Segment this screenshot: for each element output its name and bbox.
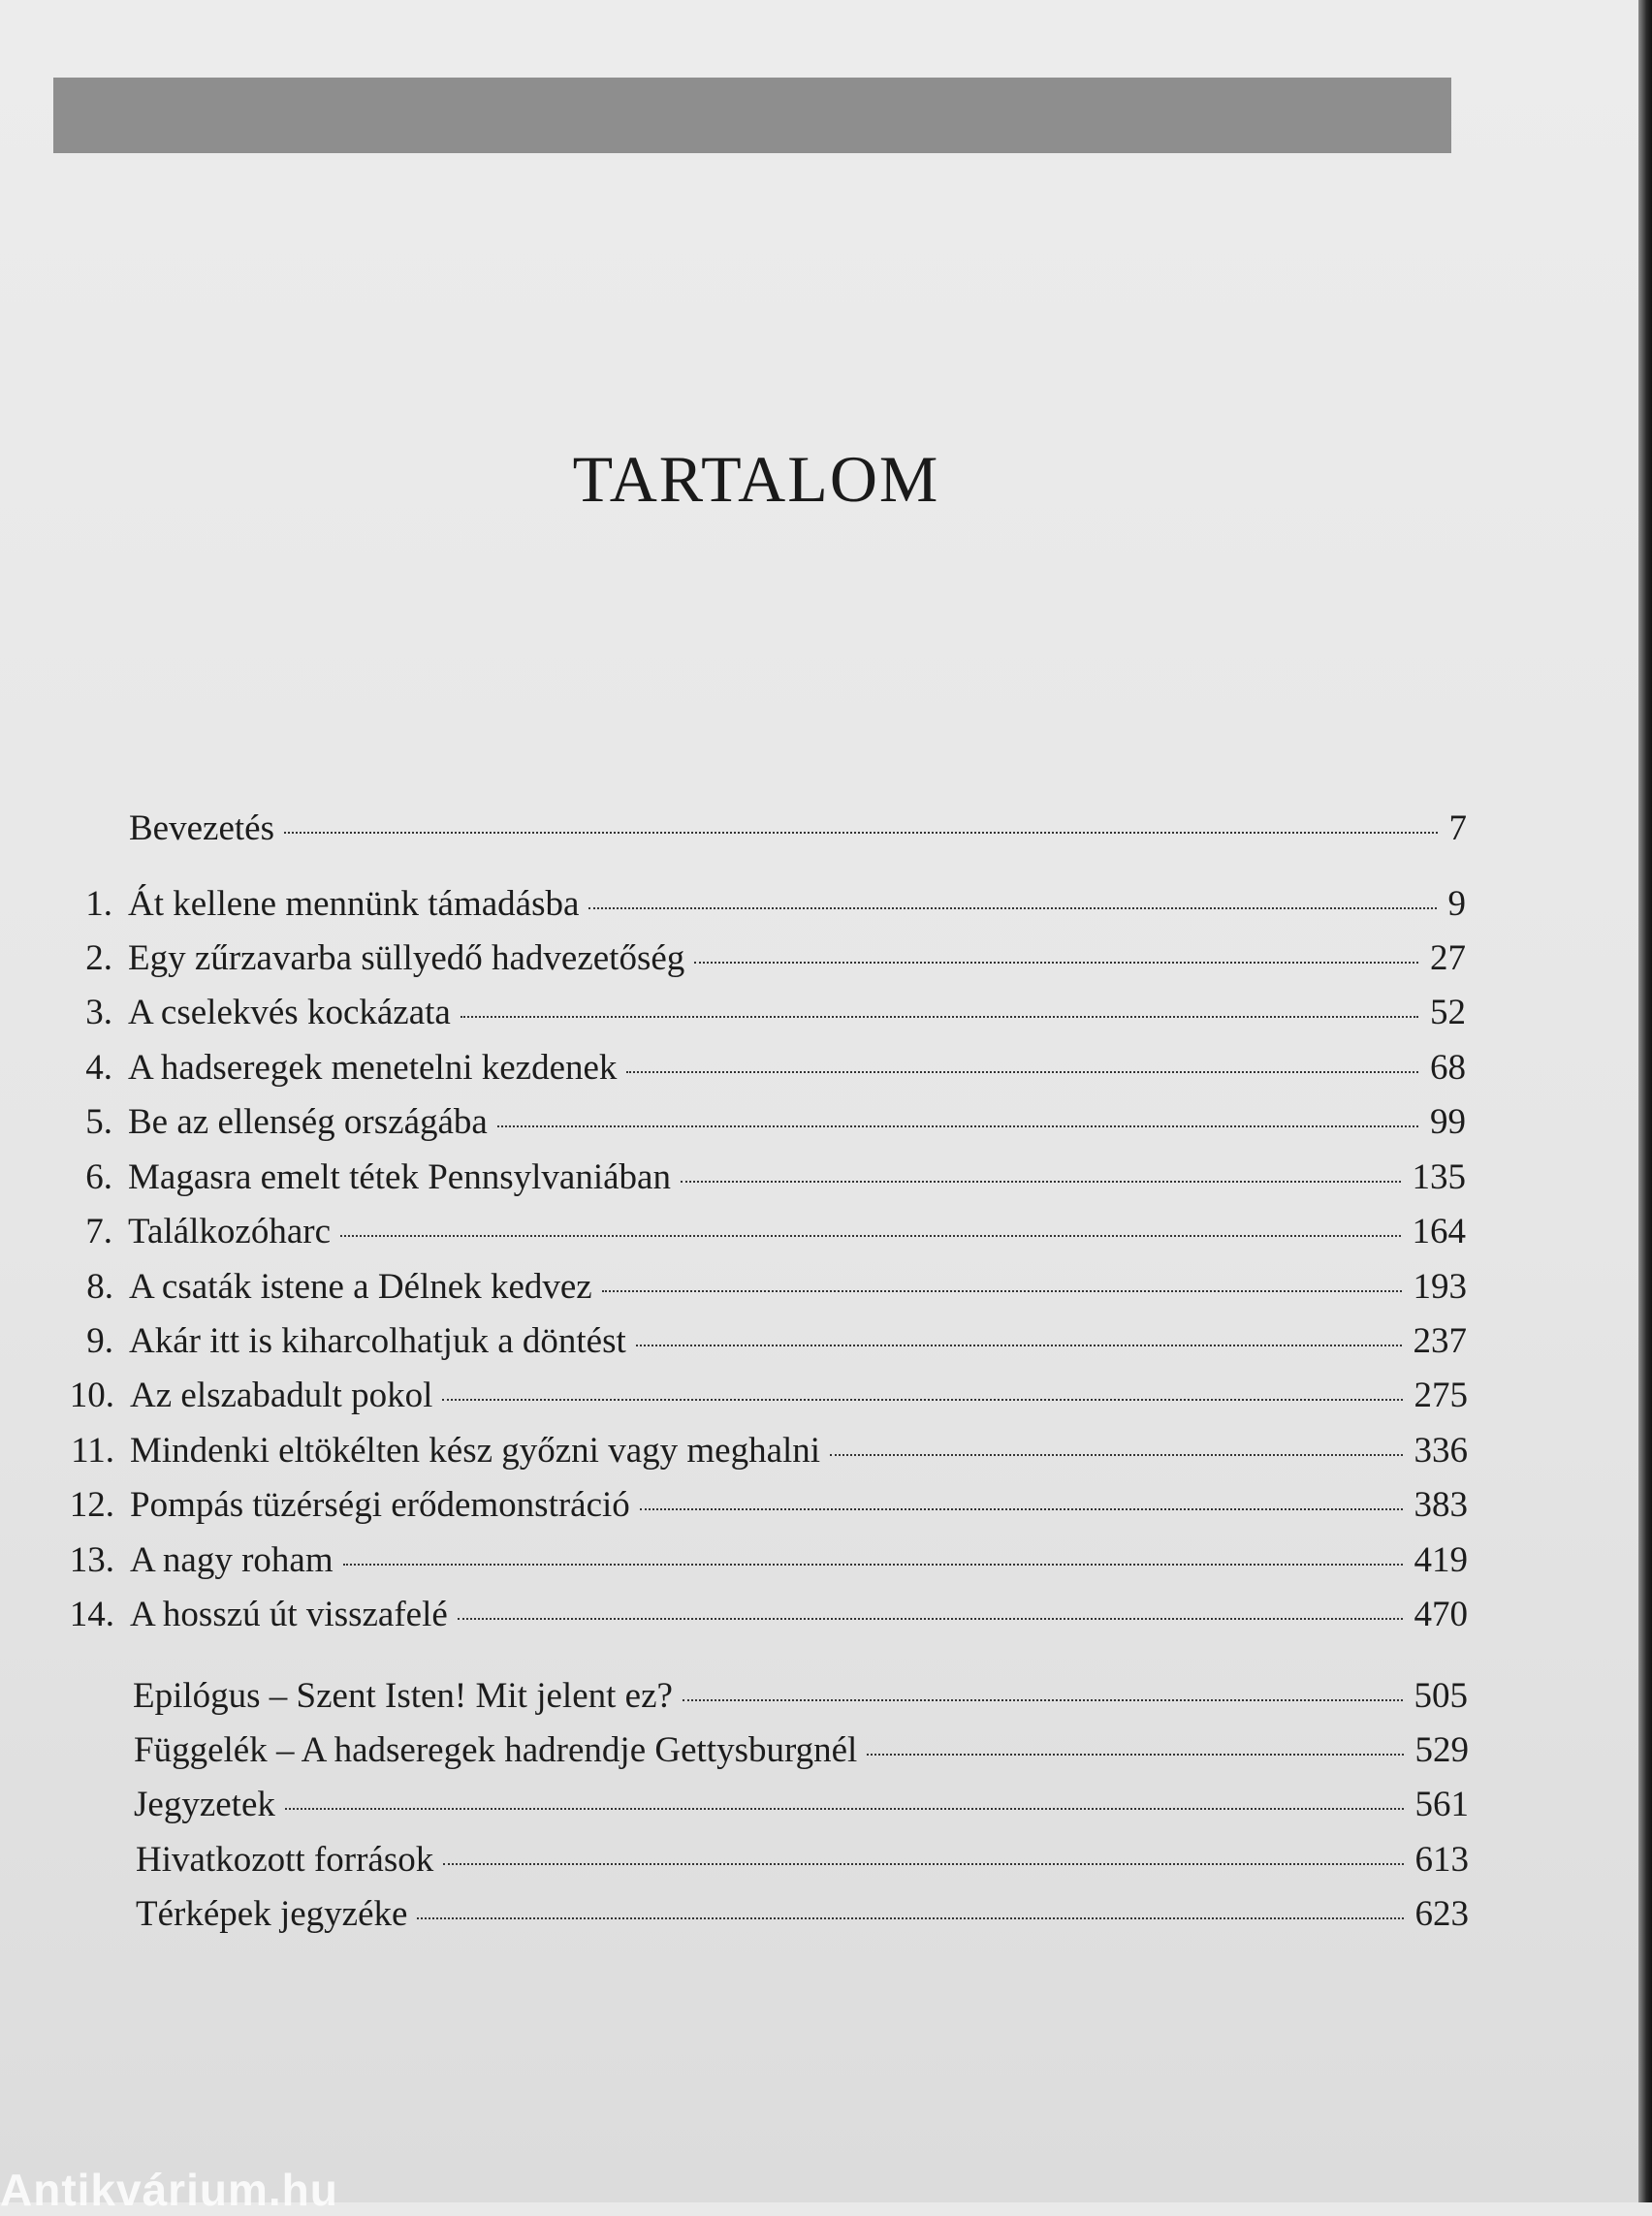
dot-leader: [867, 1754, 1403, 1756]
toc-entry-page: 237: [1413, 1321, 1467, 1361]
dot-leader: [681, 1181, 1401, 1183]
toc-entry-label: Bevezetés: [129, 808, 274, 848]
toc-entry-label: Mindenki eltökélten kész győzni vagy meghalni: [130, 1431, 821, 1471]
toc-entry-page: 561: [1414, 1785, 1469, 1824]
toc-entry-label: Akár itt is kiharcolhatjuk a döntést: [129, 1321, 626, 1361]
toc-entry-page: 135: [1412, 1157, 1466, 1197]
toc-entry-page: 470: [1414, 1595, 1468, 1634]
dot-leader: [285, 1808, 1404, 1810]
page-title: TARTALOM: [572, 442, 940, 516]
toc-entry-page: 529: [1414, 1730, 1469, 1770]
toc-entry-label: Térképek jegyzéke: [136, 1894, 408, 1934]
dot-leader: [588, 907, 1436, 909]
toc-entry-label: Függelék – A hadseregek hadrendje Gettysburgnél: [134, 1730, 858, 1770]
toc-entry-page: 164: [1412, 1212, 1466, 1251]
dot-leader: [343, 1564, 1403, 1566]
toc-entry-page: 99: [1430, 1102, 1466, 1142]
site-watermark: Antikvárium.hu: [0, 2165, 338, 2215]
dot-leader: [626, 1071, 1418, 1073]
toc-entry: 5. Be az ellenség országába 99: [85, 1102, 1466, 1142]
dot-leader: [683, 1699, 1403, 1701]
toc-entry-page: 383: [1414, 1485, 1468, 1525]
toc-entry-label: A cselekvés kockázata: [128, 993, 451, 1032]
toc-entry: [136, 1893, 1469, 1936]
toc-entry: 3. A cselekvés kockázata 52: [85, 993, 1466, 1032]
toc-entry: 1. Át kellene mennünk támadásba 9: [85, 884, 1466, 924]
toc-entry: 8. A csaták istene a Délnek kedvez 193: [86, 1267, 1467, 1307]
dot-leader: [461, 1016, 1418, 1018]
toc-entry: 9. Akár itt is kiharcolhatjuk a döntést 237: [86, 1321, 1467, 1361]
toc-entry-page: 336: [1414, 1431, 1468, 1471]
toc-entry-page: 623: [1414, 1894, 1469, 1934]
toc-entry: [129, 807, 1467, 850]
toc-entry-label: A hosszú út visszafelé: [130, 1595, 448, 1634]
dot-leader: [442, 1399, 1402, 1401]
toc-entry-label: A nagy roham: [130, 1540, 334, 1580]
toc-entry: [133, 1675, 1468, 1718]
dot-leader: [284, 832, 1438, 834]
toc-entry-page: 27: [1430, 938, 1466, 978]
toc-entry: [134, 1784, 1469, 1826]
dot-leader: [443, 1863, 1403, 1865]
toc-entry-page: 505: [1414, 1676, 1468, 1716]
toc-entry-label: Találkozóharc: [128, 1212, 332, 1251]
dot-leader: [602, 1290, 1402, 1292]
toc-entry-page: 68: [1430, 1048, 1466, 1088]
toc-entry: 7. Találkozóharc 164: [85, 1212, 1466, 1251]
toc-entry-page: 613: [1414, 1840, 1469, 1880]
toc-entry: 12. Pompás tüzérségi erődemonstráció 383: [69, 1485, 1468, 1525]
toc-entry: 10. Az elszabadult pokol 275: [69, 1376, 1468, 1415]
toc-entry-page: 52: [1430, 993, 1466, 1032]
toc-entry-label: Magasra emelt tétek Pennsylvaniában: [128, 1157, 671, 1197]
toc-entry: 13. A nagy roham 419: [69, 1540, 1468, 1580]
toc-entry: 11. Mindenki eltökélten kész győzni vagy meghalni 336: [71, 1431, 1468, 1471]
toc-entry-label: Az elszabadult pokol: [130, 1376, 433, 1415]
dot-leader: [340, 1235, 1400, 1237]
dot-leader: [458, 1618, 1403, 1620]
toc-entry: 2. Egy zűrzavarba süllyedő hadvezetőség 27: [85, 938, 1466, 978]
toc-entry-label: Be az ellenség országába: [128, 1102, 488, 1142]
dot-leader: [497, 1125, 1418, 1127]
dot-leader: [694, 962, 1418, 964]
toc-entry-label: Epilógus – Szent Isten! Mit jelent ez?: [133, 1676, 673, 1716]
toc-entry-label: A hadseregek menetelni kezdenek: [128, 1048, 618, 1088]
dot-leader: [417, 1917, 1403, 1919]
toc-entry-page: 9: [1447, 884, 1466, 924]
toc-entry-label: Jegyzetek: [134, 1785, 275, 1824]
toc-entry: 6. Magasra emelt tétek Pennsylvaniában 135: [85, 1157, 1466, 1197]
toc-entry-page: 193: [1413, 1267, 1467, 1307]
toc-entry: 14. A hosszú út visszafelé 470: [69, 1595, 1468, 1634]
page-right-edge: [1638, 0, 1652, 2202]
toc-entry-label: Pompás tüzérségi erődemonstráció: [130, 1485, 630, 1525]
toc-entry-label: Hivatkozott források: [136, 1840, 434, 1880]
toc-entry-label: Egy zűrzavarba süllyedő hadvezetőség: [128, 938, 685, 978]
toc-entry: [134, 1729, 1469, 1772]
dot-leader: [640, 1508, 1403, 1510]
toc-entry: [136, 1839, 1469, 1882]
dot-leader: [830, 1454, 1402, 1456]
toc-entry: 4. A hadseregek menetelni kezdenek 68: [85, 1048, 1466, 1088]
dot-leader: [636, 1345, 1402, 1346]
toc-entry-label: Át kellene mennünk támadásba: [128, 884, 580, 924]
toc-entry-label: A csaták istene a Délnek kedvez: [129, 1267, 592, 1307]
toc-entry-page: 7: [1448, 808, 1467, 848]
toc-entry-page: 275: [1414, 1376, 1468, 1415]
toc-entry-page: 419: [1414, 1540, 1468, 1580]
